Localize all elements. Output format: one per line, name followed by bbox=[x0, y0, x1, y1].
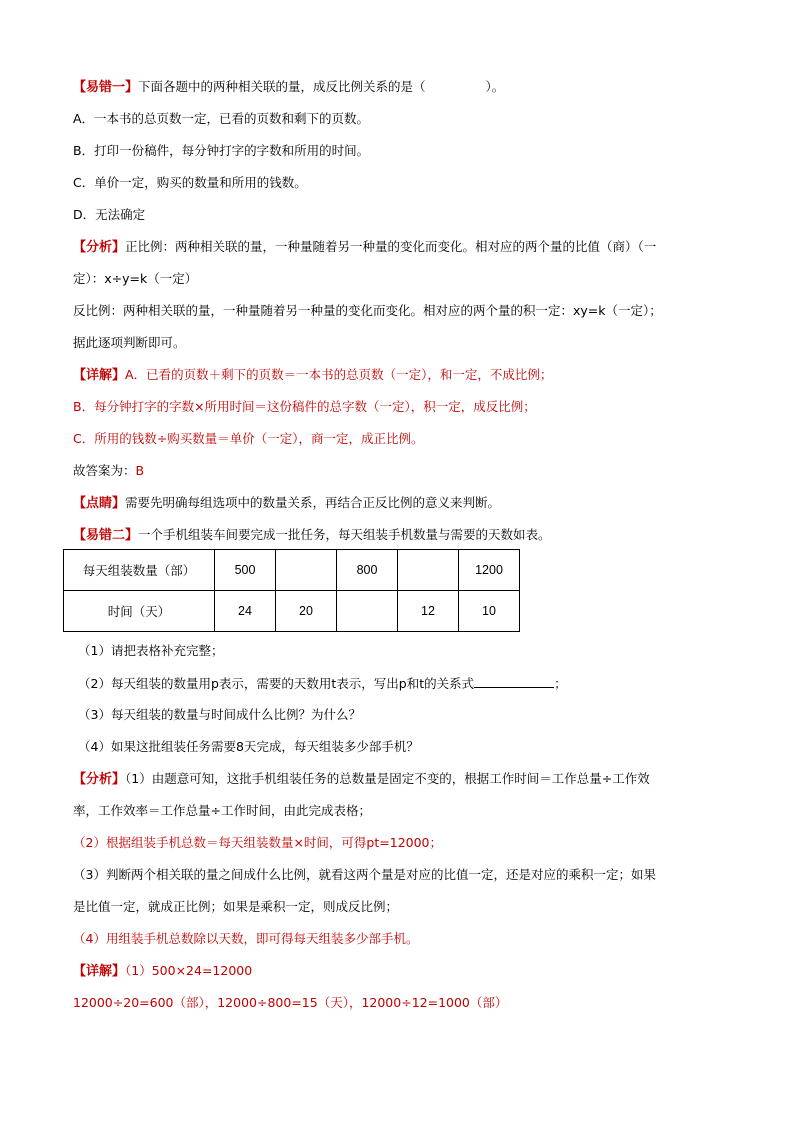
answer-blank[interactable] bbox=[474, 675, 554, 688]
answer-label: 故答案为： bbox=[73, 463, 136, 478]
question-1-text: 下面各题中的两种相关联的量，成反比例关系的是（ bbox=[138, 79, 426, 94]
detail-tag: 【详解】 bbox=[73, 368, 126, 383]
analysis-2-line-3: （2）根据组装手机总数＝每天组装数量×时间，可得pt=12000； bbox=[73, 835, 443, 850]
row-header-time: 时间（天） bbox=[64, 591, 215, 632]
question-2-stem bbox=[73, 527, 551, 544]
error-tag-1: 【易错一】 bbox=[73, 80, 139, 95]
detail-text: （1）500×24=12000 bbox=[125, 963, 253, 978]
option-c: C．单价一定，购买的数量和所用的钱数。 bbox=[73, 175, 307, 190]
table-cell: 1200 bbox=[459, 550, 520, 591]
sub-question-2 bbox=[78, 675, 567, 692]
analysis-text: 正比例：两种相关联的量，一种量随着另一种量的变化而变化。相对应的两个量的比值（商）（一 bbox=[125, 239, 657, 254]
detail-2-line-1 bbox=[73, 963, 252, 980]
table-row bbox=[64, 550, 520, 591]
sub-question-2-text: （2）每天组装的数量用p表示，需要的天数用t表示，写出p和t的关系式 bbox=[78, 676, 475, 691]
analysis-2-line-4: （3）判断两个相关联的量之间成什么比例，就看这两个量是对应的比值一定，还是对应的乘积一定；如果 bbox=[73, 867, 656, 882]
table-cell: 24 bbox=[215, 591, 276, 632]
analysis-1-line-4: 据此逐项判断即可。 bbox=[73, 335, 186, 350]
data-table bbox=[63, 549, 520, 632]
table-cell bbox=[276, 550, 337, 591]
table-cell: 500 bbox=[215, 550, 276, 591]
analysis-2-line-2: 率，工作效率＝工作总量÷工作时间，由此完成表格； bbox=[73, 803, 371, 818]
analysis-text: （1）由题意可知，这批手机组装任务的总数量是固定不变的，根据工作时间＝工作总量÷工作效 bbox=[125, 771, 650, 786]
analysis-2-line-1 bbox=[73, 771, 650, 788]
sub-question-2-end: ； bbox=[554, 676, 567, 691]
table-cell bbox=[398, 550, 459, 591]
analysis-tag: 【分析】 bbox=[73, 240, 126, 255]
note-tag: 【点睛】 bbox=[73, 496, 126, 511]
note-line bbox=[73, 495, 500, 512]
error-tag-2: 【易错二】 bbox=[73, 528, 139, 543]
option-b: B．打印一份稿件，每分钟打字的字数和所用的时间。 bbox=[73, 143, 370, 158]
table-cell: 800 bbox=[337, 550, 398, 591]
sub-question-1: （1）请把表格补充完整； bbox=[78, 643, 224, 658]
analysis-1-line-1 bbox=[73, 239, 656, 256]
table-cell: 10 bbox=[459, 591, 520, 632]
sub-question-4: （4）如果这批组装任务需要8天完成，每天组装多少部手机？ bbox=[78, 739, 419, 754]
analysis-2-line-6: （4）用组装手机总数除以天数，即可得每天组装多少部手机。 bbox=[73, 931, 419, 946]
note-text: 需要先明确每组选项中的数量关系，再结合正反比例的意义来判断。 bbox=[125, 495, 501, 510]
question-1-text-end: ）。 bbox=[485, 79, 505, 94]
analysis-1-line-3: 反比例：两种相关联的量，一种量随着另一种量的变化而变化。相对应的两个量的积一定：xy=k（一定）； bbox=[73, 303, 662, 318]
table-cell: 20 bbox=[276, 591, 337, 632]
question-1-stem bbox=[73, 79, 504, 96]
detail-1-line-b: B．每分钟打字的字数×所用时间＝这份稿件的总字数（一定），积一定，成反比例； bbox=[73, 399, 536, 414]
sub-question-3: （3）每天组装的数量与时间成什么比例？为什么？ bbox=[78, 707, 361, 722]
analysis-2-line-5: 是比值一定，就成正比例；如果是乘积一定，则成反比例； bbox=[73, 899, 399, 914]
table-cell bbox=[337, 591, 398, 632]
detail-text: A．已看的页数＋剩下的页数＝一本书的总页数（一定），和一定，不成比例； bbox=[125, 367, 553, 382]
table-cell: 12 bbox=[398, 591, 459, 632]
table-row bbox=[64, 591, 520, 632]
row-header-quantity: 每天组装数量（部） bbox=[64, 550, 215, 591]
analysis-tag: 【分析】 bbox=[73, 772, 126, 787]
detail-2-line-2: 12000÷20=600（部），12000÷800=15（天），12000÷12=1000（部） bbox=[73, 995, 508, 1010]
option-a: A．一本书的总页数一定，已看的页数和剩下的页数。 bbox=[73, 111, 370, 126]
question-2-text: 一个手机组装车间要完成一批任务，每天组装手机数量与需要的天数如表。 bbox=[138, 527, 551, 542]
detail-1-line-c: C．所用的钱数÷购买数量＝单价（一定），商一定，成正比例。 bbox=[73, 431, 424, 446]
detail-1-line-a bbox=[73, 367, 552, 384]
answer-value: B bbox=[135, 463, 145, 478]
answer-line bbox=[73, 463, 144, 479]
detail-tag: 【详解】 bbox=[73, 964, 126, 979]
analysis-1-line-2: 定）：x÷y=k（一定） bbox=[73, 271, 198, 286]
option-d: D．无法确定 bbox=[73, 207, 146, 222]
